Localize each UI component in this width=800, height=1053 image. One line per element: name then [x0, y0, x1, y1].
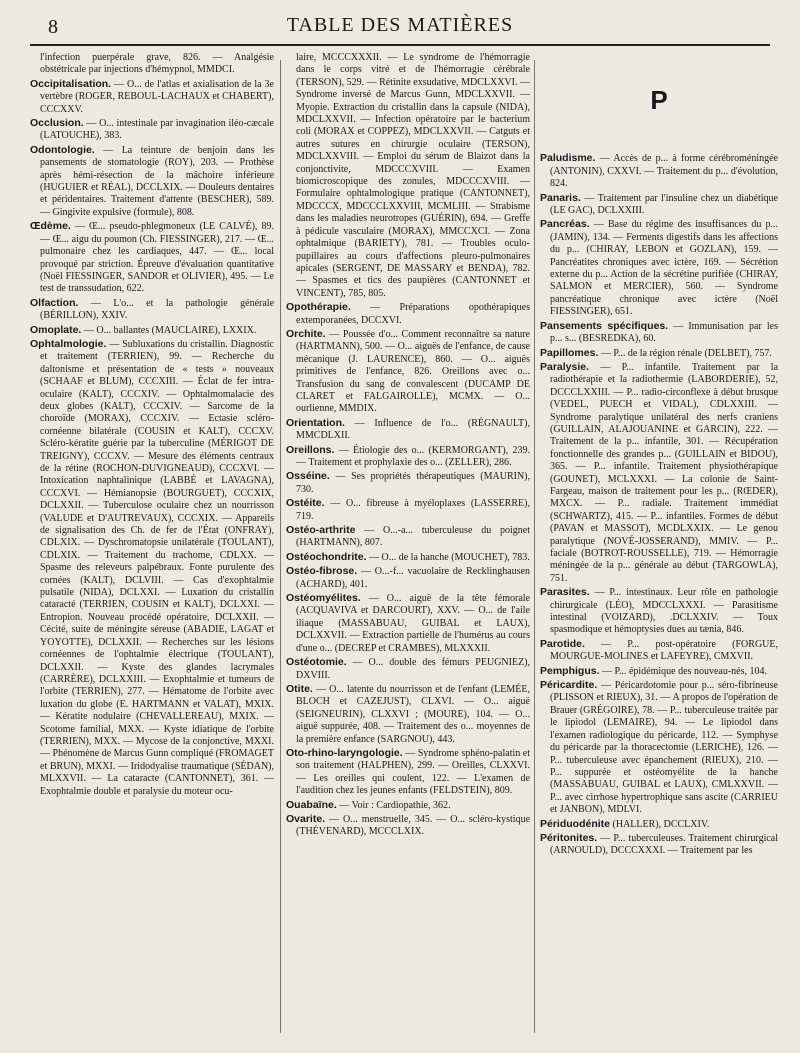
index-entry	[286, 592, 530, 655]
index-entry	[286, 497, 530, 523]
index-entry	[286, 301, 530, 327]
index-entry	[30, 78, 274, 116]
entry-heading: Orchite.	[286, 327, 326, 340]
entry-heading: Paralysie.	[540, 360, 590, 373]
index-entry	[286, 551, 530, 564]
entry-text: — P... épidémique des nouveau-nés, 104.	[602, 665, 767, 677]
section-letter: P	[650, 85, 668, 115]
entry-text: — O... ballantes (MAUCLAIRE), LXXIX.	[83, 324, 257, 336]
entry-heading: Pansements spécifiques.	[540, 319, 669, 332]
entry-heading: Périduodénite	[540, 817, 611, 830]
index-entry	[286, 683, 530, 746]
entry-heading: Odontologie.	[30, 143, 95, 156]
entry-text: — O... latente du nourrisson et de l'enfant (LEMÉE, BLOCH et CAZEJUST), CLXVI. — O... aiguë (SEIGNEURIN), CLXXVI ; (MOURE), 104. — O... aiguë suppurée, 408. — Traitement des o... moyennes de la première enfance (SARGNOU), 443.	[296, 683, 530, 745]
entry-text: — O... aiguë de la tête fémorale (ACQUAVIVA et DARCOURT), XXV. — O... de l'aile iliaque (MASSABUAU, GUIBAL et LAUX), DCLXXVII. — Extraction partielle de l'humérus au cours d'une o... (DECREP et CRAMBES), MLXXXII.	[296, 593, 531, 654]
entry-text: — P... de la région rénale (DELBET), 757.	[600, 347, 772, 359]
page-number: 8	[48, 16, 58, 38]
column-divider	[280, 60, 281, 1033]
entry-text: — O... de l'atlas et axialisation de la 3e vertèbre (ROGER, REBOUL-LACHAUX et CHABERT), CCCXXV.	[40, 78, 274, 115]
entry-heading: Ostéite.	[286, 497, 325, 510]
entry-heading: Pemphigus.	[540, 664, 600, 677]
entry-heading: Péricardite.	[540, 679, 598, 692]
entry-text: — P... tuberculeuses. Traitement chirurgical (ARNOULD), DCCCXXXI. — Traitement par les	[550, 832, 778, 857]
entry-heading: Olfaction.	[30, 296, 79, 309]
index-entry	[540, 320, 778, 346]
entry-heading: Pancréas.	[540, 218, 590, 231]
index-entry	[286, 524, 530, 550]
entry-text: l'infection puerpérale grave, 826. — Analgésie obstétricale par injections d'hémypnol, MMDCI.	[40, 52, 274, 76]
index-entry	[30, 338, 274, 798]
entry-heading: Papillomes.	[540, 346, 599, 359]
entry-text: — Traitement par l'insuline chez un diabétique (LE GAC), DCLXXIII.	[550, 192, 778, 217]
entry-text: — Accès de p... à forme cérébroméningée (ANTONIN), CXXVI. — Traitement du p... d'évolution, 824.	[550, 153, 779, 190]
entry-text: — Voir : Cardiopathie, 362.	[339, 799, 451, 811]
entry-text: — L'o... et la pathologie générale (BÉRILLON), XXIV.	[40, 297, 275, 322]
index-entry	[540, 679, 778, 816]
entry-heading: Parasites.	[540, 586, 590, 599]
entry-text: — Base du régime des insuffisances du p... (JAMIN), 134. — Ferments digestifs dans les affections du p... (CHIRAY, LEBON et GOZLAN), 159. — Pancréatites chroniques avec ictère, 169. — Sécrétion externe du p... Action de la sécrétine purifiée (CHIRAY, SALMON et MERCIER), 560. — Syndrome pancréatique chronique avec ictère (Noël FIESSINGER), 651.	[550, 219, 779, 318]
entry-heading: Péritonites.	[540, 831, 598, 844]
entry-heading: Ostéochondrite.	[286, 550, 367, 563]
entry-heading: Otite.	[286, 682, 313, 695]
entry-heading: Ostéo-fibrose.	[286, 565, 358, 578]
entry-heading: Ouabaïne.	[286, 798, 337, 811]
index-entry	[30, 220, 274, 295]
entry-text: — Immunisation par les p... s... (BESREDKA), 60.	[550, 320, 779, 345]
entry-text: — Étiologie des o... (KERMORGANT), 239. — Traitement et prophylaxie des o... (ZELLER), 286.	[296, 444, 530, 468]
index-entry	[540, 361, 778, 585]
entry-text: (HALLER), DCCLXIV.	[612, 818, 710, 830]
entry-text: — P... intestinaux. Leur rôle en pathologie chirurgicale (LÉO), MDCCLXXXI. — Parasitisme intestinal (VOIZARD), .DCLXXIV. — Toux spasmodique et hémoptysies dues au tænia, 846.	[550, 587, 778, 636]
entry-text: — O... fibreuse à myéloplaxes (LASSERRE), 719.	[296, 498, 530, 522]
entry-heading: Ostéotomie.	[286, 656, 347, 669]
index-entry	[286, 813, 530, 839]
index-entry	[540, 347, 778, 360]
index-entry	[30, 117, 274, 143]
entry-text: — La teinture de benjoin dans les pansements de stomatologie (ROY), 203. — Prothèse après hémi-résection de la mâchoire inférieure (HUGUIER et RÉAL), DCCLXIX. — Douleurs dentaires et péridentaires. Traitement d'attente (BESCHER), 589. — Gingivite expulsive (formule), 808.	[40, 144, 274, 218]
index-entry	[286, 565, 530, 591]
entry-heading: Oto-rhino-laryngologie.	[286, 746, 403, 759]
index-entry	[286, 417, 530, 443]
entry-text: — Influence de l'o... (RÉGNAULT), MMCDLXII.	[296, 417, 530, 442]
entry-text: — O... intestinale par invagination iléo-cæcale (LATOUCHE), 383.	[40, 118, 274, 142]
column-1	[30, 52, 274, 799]
index-entry	[30, 324, 274, 337]
column-2	[286, 52, 530, 840]
index-entry	[286, 328, 530, 416]
entry-text: — Œ... pseudo-phlegmoneux (LE CALVÉ), 89. — Œ... aigu du poumon (Ch. FIESSINGER), 217. — Œ... pulmonaire chez les cardiaques, 447. — Œ... local provoqué par striction. Épreuve d'évaluation quantitative (Noël FIESSINGER, SANDOR et OLIVIER), 495. — Le test de transsudation, 622.	[40, 221, 274, 295]
entry-text: — Poussée d'o... Comment reconnaître sa nature (HARTMANN), 500. — O... aiguës de l'enfance, de cause mécanique (J. LAURENCE), 860. — O... aiguës primitives de l'enfance, 826. Oreillons avec o... Transfusion du sang de convalescent (DUCAMP DE CLARET et FALGAIROLLE), MCMX. — O... ourlienne, MMDIX.	[296, 328, 530, 415]
index-entry	[286, 656, 530, 682]
entry-text: — O... de la hanche (MOUCHET), 783.	[369, 551, 530, 563]
entry-heading: Ostéo-arthrite	[286, 524, 356, 537]
index-entry	[540, 152, 778, 190]
entry-heading: Oreillons.	[286, 443, 335, 456]
index-entry	[286, 470, 530, 496]
entry-heading: Occlusion.	[30, 117, 84, 130]
index-entry	[30, 144, 274, 219]
entry-text: — Ses propriétés thérapeutiques (MAURIN), 730.	[296, 471, 531, 495]
column-divider	[534, 60, 535, 1033]
index-entry	[286, 747, 530, 798]
entry-heading: Paludisme.	[540, 152, 596, 165]
entry-heading: Panaris.	[540, 191, 581, 204]
entry-heading: Orientation.	[286, 416, 345, 429]
index-entry	[540, 192, 778, 218]
index-entry	[286, 52, 530, 300]
entry-heading: Ovarite.	[286, 812, 326, 825]
entry-text: — P... post-opératoire (FORGUE, MOURGUE-MOLINES et LAFEYRE), CMXVII.	[550, 638, 778, 663]
entry-text: — Subluxations du cristallin. Diagnostic et traitement (TERRIEN), 99. — Recherche du daltonisme et présentation de « tests » nouveaux (SCHAAF et BLUM), CCCXIII. — Éclat de fer intra-oculaire (KALT), CCCXIV. — Ophtalmomalacie des deux globes (KALT), CCCXIV. — Sarcome de la choroïde (MORAX), CCCXIV. — Ectasie scléro-cornéenne bilatérale (COUSIN et KALT), CCCXV. Scléro-kératite guérie par la tuberculine (MÉRIGOT DE TREIGNY), CCCXV. — Mesure des éléments centraux de la rétine (ROCHON-DUVIGNEAUD), CCCXVI. — Intoxication naphtalinique (LABBÉ et LAVAGNA), CCCXVI. — Hémianopsie (BOURGUET), CCCXIX, DCLXXII. — Tuberculose oculaire chez un nourrisson (VALUDE et D'AUTREVAUX), CCCXIX. — Appareils de signalisation des Ch. de fer de l'État (ONFRAY), CDLXIX. — Dyschromatopsie unilatérale (TOULANT), CDLXIX. — Traitement du trachome, CDLXX. — Spasme des releveurs palpébraux. Fonte purulente des cornées (KALT), DCLVIII. — Cas d'exophtalmie pulsatile (NIDA), DCLXXI. — Luxation du cristallin cataracté (TERRIEN, COUSIN et KALT), DCLXXI. — Entropion. Nouveau procédé opératoire, DCLXXII. — Cécité, suite de méningite séreuse (ABADIE, LAGAT et YOYOTTE), DCLXXII. — Recherches sur les lésions cornéennes de l'ophtalmie électrique (TOULANT), DCLXXII. — Kyste des glandes lacrymales (CARRÈRE), DCLXXIII. — Exophtalmie et tumeurs de l'orbite (TERRIEN), 277. — Hématome de l'orbite avec luxation du globe (E. HARTMANN et VALAT), MXIX. — Kératite nodulaire (CHEVALLEREAU), MXIX. — Scotome familial, MXX. — Kyste idiatique de l'orbite (TERRIEN), MXX. — Mycose de la conjonctive, MXXI. — Phénomène de Marcus Gunn compliqué (FROMAGET et BRUN), MXXI. — Iridodyalise traumatique (SÉDAN), MLXXVII. — La cataracte (CANTONNET), 361. — Exophtalmie double et paralysie du moteur ocu-	[40, 338, 274, 797]
entry-heading: Occipitalisation.	[30, 77, 112, 90]
entry-heading: Osséine.	[286, 470, 330, 483]
entry-text: laire, MCCCXXXII. — Le syndrome de l'hémorragie dans le corps vitré et de l'hémorragie cérébrale (TERSON), 529. — Rétinite exsudative, MDCLXXVI. — Syndrome inversé de Marcus Gunn, MDCLXXVII. — Myopie. Extraction du cristallin dans la capsule (NIDA), MDCLXXVII. — Infection opératoire par le bacterium coli (MORAX et COPPEZ), MDCLXXVII. — Catguts et autres sutures en chirurgie oculaire (TERSON), MDCLXXVIII. — Emploi du sérum de Blaizot dans la conjonctivite, MDCCCXVIII. — Examen biomicroscopique des zonules, MDCCCXVIII. — Formulaire ophtalmologique pratique (CANTONNET), MDCCCX, MDCCCLXXVIII, MCMLIII. — Strabisme dans les maladies neurotropes (GUÉRIN), 694. — Greffe à pédicule vasculaire (MORAX), MMCCXCI. — Zona ophtalmique (BARIETY), 781. — Troubles oculo-pupillaires au cours d'affections pleuro-pulmonaires apicales (SERGENT, DE MASSARY et BENDA), 782. — Spasmes et tics des paupières (CANTONNET et VINCENT), 785, 805.	[296, 52, 530, 299]
entry-text: — O...-f... vacuolaire de Recklinghausen (ACHARD), 401.	[296, 566, 530, 590]
entry-heading: Œdème.	[30, 220, 71, 233]
index-entry	[540, 832, 778, 858]
entry-text: — O...-a... tuberculeuse du poignet (HARTMANN), 807.	[296, 525, 530, 549]
entry-heading: Ostéomyélites.	[286, 592, 361, 605]
index-entry	[540, 665, 778, 678]
index-entry	[540, 218, 778, 318]
index-entry	[540, 638, 778, 664]
index-entry	[540, 818, 778, 831]
index-entry	[540, 586, 778, 637]
index-entry	[286, 799, 530, 812]
entry-text: — Préparations opothérapiques extemporanées, DCCXVI.	[296, 302, 530, 326]
column-3	[540, 52, 778, 859]
header-rule	[30, 44, 770, 46]
entry-text: — Péricardotomie pour p... séro-fibrineuse (PLISSON et RIEUX), 31. — A propos de l'opération de Brauer (GRÉGOIRE), 78. — P... tuberculeuse traitée par le lipiodol (LEMAIRE), 94. — Le lipiodol dans l'examen radiologique du péricarde, 112. — Symphyse du péricarde par la thoracectomie (LERICHE), 126. — P... tuberculeuse avec épanchement (RIEUX), 210. — P... suppurée et ostéomyélite de la hanche (MASSABUAU, GUIBAL et LAUX), CMLXXVII. — P... avec cirrhose hypertrophique sans ascite (CARRIEU et JANBON), MDLVI.	[550, 680, 778, 816]
entry-heading: Parotide.	[540, 637, 585, 650]
entry-text: — P... infantile. Traitement par la radiothérapie et la radiothermie (LABORDERIE), 52, DCCCLXXIII. — P... radio-circonflexe à début brusque (VEDEL, PUECH et VIDAL), CDLXXIII. — Syndrome paralytique unilatéral des nerfs craniens (GUILLAIN, ALAJOUANINE et GARCIN), 222. — Traitement de la p... infantile, 301. — Récupération fonctionnelle des grandes p... (GUILLAIN et BIDOU), 365. — P... infantile. Traitement physiothérapique (GOUNET), MCLXXXI. — La colonie de Saint-Fargeau, maison de traitement pour les p... (RŒDER), MXCX. — P... radiale. Traitement immédiat (SCHWARTZ), 415. — P... infantiles. Formes de début (PAVAN et MASSOT), MCDLXXIX. — Le genou paralytique (NOVÉ-JOSSERAND), MMIV. — P... faciale (BOTROT-ROUSSELLE), 719. — Hémorragie méningée de la p... générale au début (TARGOWLA), 751.	[550, 361, 779, 584]
index-entry	[286, 444, 530, 470]
entry-text: — Syndrome sphéno-palatin et son traitement (HALPHEN), 299. — Oreilles, CLXXVI. — Les oreilles qui coulent, 122. — L'examen de l'audition chez les jeunes enfants (FELDSTEIN), 809.	[296, 747, 530, 797]
running-title: TABLE DES MATIÈRES	[286, 14, 514, 36]
entry-heading: Omoplate.	[30, 323, 82, 336]
entry-text: — O... menstruelle, 345. — O... scléro-kystique (THÉVENARD), MCCCLXIX.	[296, 813, 531, 838]
index-entry	[30, 297, 274, 323]
index-entry	[30, 52, 274, 77]
entry-text: — O... double des fémurs PEUGNIEZ), DXVIII.	[296, 657, 531, 681]
entry-heading: Ophtalmologie.	[30, 337, 107, 350]
entry-heading: Opothérapie.	[286, 301, 351, 314]
